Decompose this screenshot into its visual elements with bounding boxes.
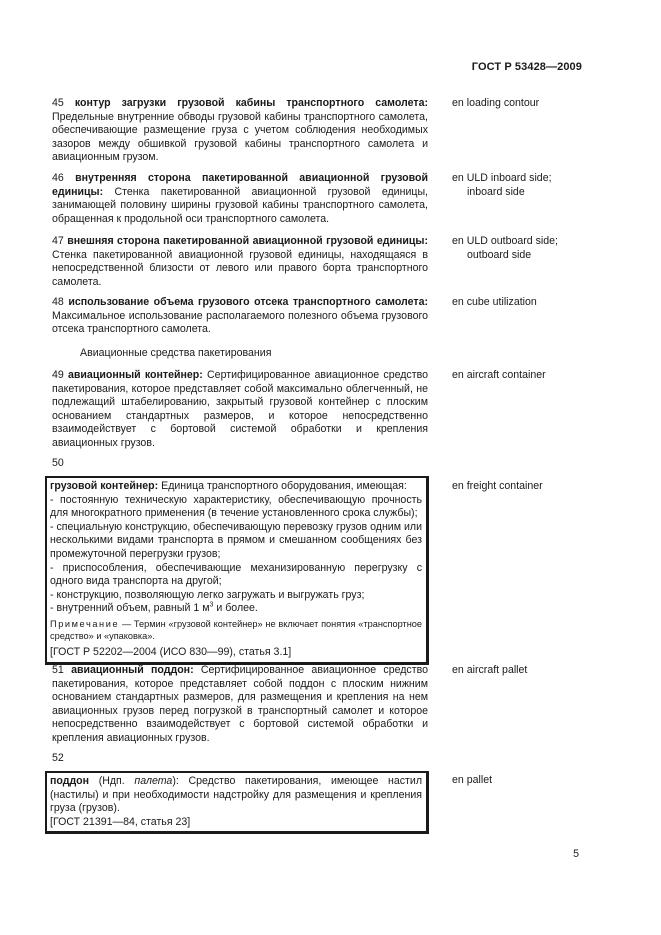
entry-term: авиационный поддон: bbox=[71, 664, 194, 676]
term-entry-47 bbox=[52, 235, 428, 289]
entry-term: авиационный контейнер: bbox=[68, 369, 203, 381]
entry-term: контур загрузки грузовой кабины транспортного самолета: bbox=[74, 97, 428, 109]
entry-number: 45 bbox=[52, 97, 64, 109]
entry-term: внешняя сторона пакетированной авиационной грузовой единицы: bbox=[67, 235, 428, 247]
entry-definition: Максимальное использование располагаемого полезного объема грузового отсека транспортного самолета. bbox=[52, 309, 428, 336]
term-en-48: en cube utilization bbox=[452, 296, 537, 308]
note bbox=[50, 618, 422, 642]
entry-number: 47 bbox=[52, 235, 64, 247]
term-en-46 bbox=[452, 172, 622, 199]
entry-number: 48 bbox=[52, 296, 64, 308]
en-term-line: en ULD inboard side; bbox=[452, 172, 552, 184]
entry-definition: Сертифицированное авиационное средство пакетирования, которое представляет собой максимально облегченный, не подлежащий штабелированию, закрытый грузовой контейнер с плоским основанием стандартных размеров, и которое непосредственно взаимодействует с бортовой системой обработки и крепления авиационных грузов. bbox=[52, 369, 428, 449]
entry-definition: Сертифицированное авиационное средство пакетирования, которое представляет собой поддон с плоским нижним основанием стандартных размеров, для размещения и крепления на нем авиационных грузов перед погрузкой в транспортный самолет и которое непосредственно взаимодействует с бортовой системой обработки и крепления авиационных грузов. bbox=[52, 664, 428, 744]
term-en-45: en loading contour bbox=[452, 97, 540, 109]
deprecated-term: палета bbox=[134, 775, 173, 787]
list-item: - приспособления, обеспечивающие механизированную перегрузку с одного вида транспорта на другой; bbox=[50, 561, 422, 588]
term-box-52 bbox=[45, 771, 429, 834]
entry-definition: Предельные внутренние обводы грузовой кабины транспортного самолета, обеспечивающие размещение груза с учетом соблюдения необходимых зазоров между обшивкой грузовой кабины транспортного самолета и авиационным грузом. bbox=[52, 110, 428, 164]
page-number: 5 bbox=[573, 848, 579, 860]
entry-number: 51 bbox=[52, 664, 64, 676]
en-term-line: outboard side bbox=[467, 248, 532, 261]
term-en-47 bbox=[452, 235, 622, 262]
term-entry-45 bbox=[52, 97, 428, 165]
list-item: - конструкцию, позволяющую легко загружать и выгружать груз; bbox=[50, 588, 365, 601]
term-en-49: en aircraft container bbox=[452, 369, 546, 381]
box-term-line bbox=[50, 480, 422, 494]
term-entry-51 bbox=[52, 664, 428, 746]
entry-definition: Единица транспортного оборудования, имеющая: bbox=[161, 480, 407, 492]
entry-term: внутренняя сторона пакетированной авиационной грузовой единицы: bbox=[52, 172, 428, 198]
note-label: Примечание bbox=[50, 618, 120, 629]
entry-number-52: 52 bbox=[52, 752, 64, 764]
list-item: - специальную конструкцию, обеспечивающую перевозку грузов одним или несколькими видами транспорта в прямом и смешанном сообщениях без промежуточной перегрузки грузов; bbox=[50, 520, 422, 560]
term-entry-48 bbox=[52, 296, 428, 337]
term-en-51: en aircraft pallet bbox=[452, 664, 528, 676]
en-term-line: en ULD outboard side; bbox=[452, 235, 559, 247]
entry-definition: Средство пакетирования, имеющее настил (настилы) и при необходимости надстройку для размещения и крепления груза (грузов). bbox=[50, 775, 422, 815]
entry-definition: Стенка пакетированной авиационной грузовой единицы, занимающей половину ширины грузовой кабины транспортного самолета, обращенная к продольной оси транспортного самолета. bbox=[52, 185, 428, 225]
entry-term: использование объема грузового отсека транспортного самолета: bbox=[68, 296, 428, 308]
source-reference: [ГОСТ Р 52202—2004 (ИСО 830—99), статья 3.1] bbox=[50, 646, 292, 659]
section-heading: Авиационные средства пакетирования bbox=[80, 347, 272, 359]
term-entry-46 bbox=[52, 172, 428, 226]
source-reference: [ГОСТ 21391—84, статья 23] bbox=[50, 815, 191, 828]
list-item: - внутренний объем, равный 1 $м^3$ и более. bbox=[50, 601, 258, 615]
box-term-line: поддон (Ндп. палета): Средство пакетирования, имеющее настил (настилы) и при необходимости надстройку для размещения и крепления груза (грузов). bbox=[50, 775, 422, 815]
entry-number: 46 bbox=[52, 172, 64, 184]
entry-term: грузовой контейнер: bbox=[50, 480, 159, 492]
entry-definition: Стенка пакетированной авиационной грузовой единицы, находящаяся в непосредственной близости от левого или правого борта транспортного самолета. bbox=[52, 248, 428, 288]
entry-number-50: 50 bbox=[52, 457, 64, 469]
standard-designation: ГОСТ Р 53428—2009 bbox=[471, 61, 582, 73]
term-entry-49 bbox=[52, 369, 428, 451]
entry-term: поддон bbox=[50, 775, 90, 787]
term-en-52: en pallet bbox=[452, 774, 493, 786]
list-item: - постоянную техническую характеристику, обеспечивающую прочность для многократного применения (в течение установленного срока службы); bbox=[50, 493, 422, 520]
note-text: — Термин «грузовой контейнер» не включает понятия «транспортное средство» и «упаковка». bbox=[50, 618, 422, 642]
term-box-50 bbox=[45, 476, 429, 665]
term-en-50: en freight container bbox=[452, 480, 543, 492]
en-term-line: inboard side bbox=[467, 185, 525, 198]
entry-number: 49 bbox=[52, 369, 64, 381]
